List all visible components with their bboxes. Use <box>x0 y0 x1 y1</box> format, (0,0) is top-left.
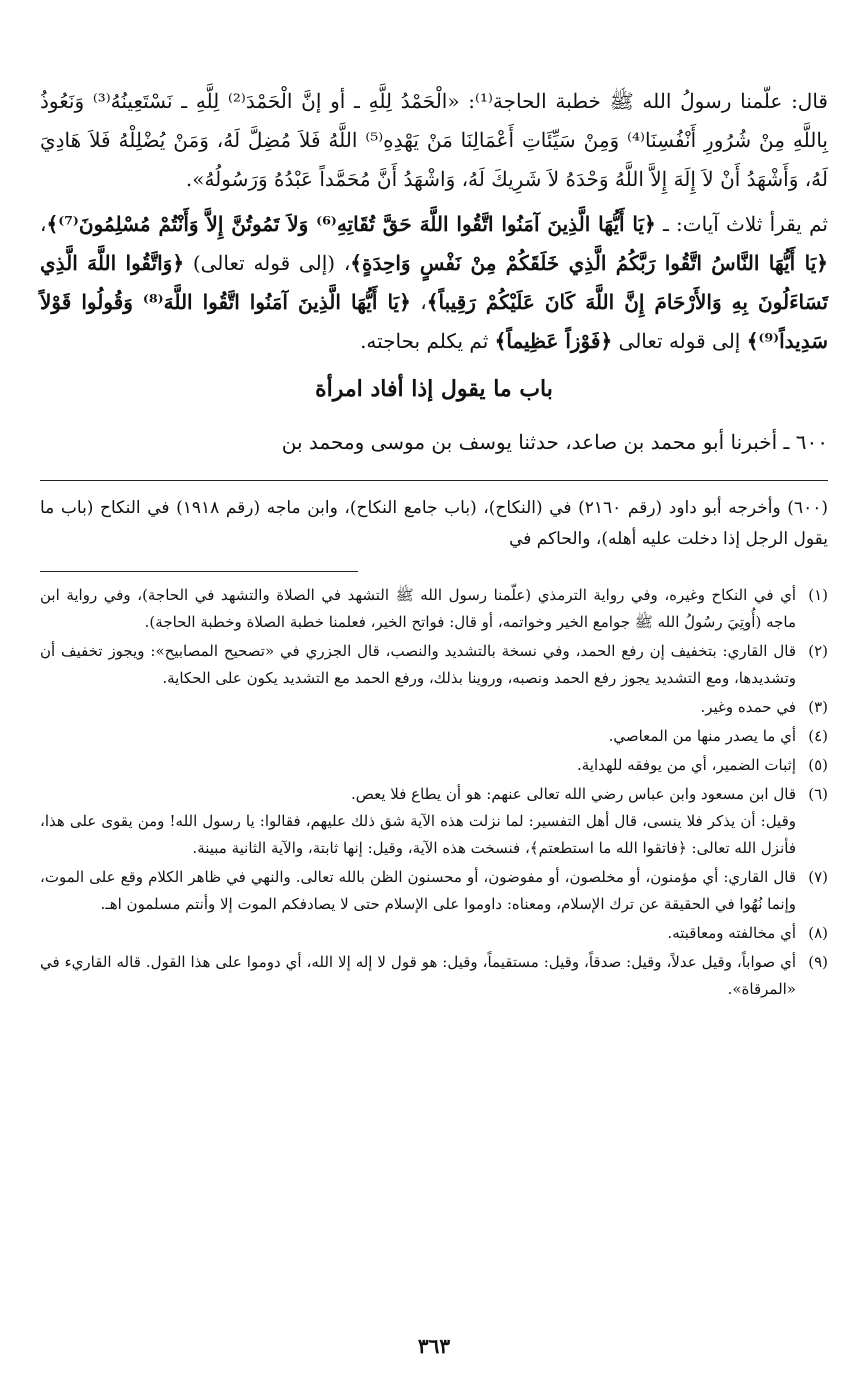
footnote-number: (١) <box>808 586 828 604</box>
footnote-text: أي مخالفته ومعاقبته. <box>667 924 796 942</box>
footnote-rule <box>40 571 358 572</box>
page-number: ٣٦٣ <box>417 1334 451 1358</box>
footnote-number: (٥) <box>808 756 828 774</box>
footnote-number: (٧) <box>808 868 828 886</box>
footnote-text: أي صواباً، وقيل عدلاً، وقيل: صدقاً، وقيل: مستقيماً، وقيل: هو قول لا إله إلا الله، أي دوموا على هذا القول. قاله القاريء في «المرقاة». <box>40 953 796 998</box>
text-run: ثم يكلم بحاجته. <box>360 329 495 353</box>
chapter-heading: باب ما يقول إذا أفاد امرأة <box>315 376 553 402</box>
footnote-number: (٤) <box>808 727 828 745</box>
footnote <box>40 752 828 779</box>
footnote-text: وقيل: أن يذكر فلا ينسى، قال أهل التفسير: لما نزلت هذه الآية شق ذلك عليهم، فقالوا: يا رسول الله! ومن يقوى على هذا، فأنزل الله تعالى: ﴿فاتقوا الله ما استطعتم﴾، فنسخت هذه الآية، وقيل: إنها ثابتة، والآية الثانية مبينة. <box>40 812 796 857</box>
footnote-text: قال القاري: بتخفيف إن رفع الحمد، وفي نسخة بالتشديد والنصب، قال الجزري في «تصحيح المصابيح»: ويجوز تخفيف أن وتشديدها، ومع التشديد يجوز رفع الحمد ونصبه، وروينا بذلك، ورفع الحمد مع التشديد يكون على الحكاية. <box>40 642 796 687</box>
footnote <box>40 949 828 1003</box>
footnote <box>40 638 828 692</box>
text-run: إلى قوله تعالى <box>612 329 747 353</box>
footnote-number: (٨) <box>808 924 828 942</box>
footnote <box>40 781 828 862</box>
footnote-number: (٣) <box>808 698 828 716</box>
takhrij-note <box>40 493 828 555</box>
footnote-text: أي في النكاح وغيره، وفي رواية الترمذي (علّمنا رسول الله ﷺ التشهد في الصلاة والتشهد في الحاجة)، وفي رواية ابن ماجه (أُوتِيَ رسُولُ الله ﷺ جوامع الخير وخواتمه، أو قال: فواتح الخير، فعلمنا خطبة الصلاة وخطبة الحاجة). <box>40 586 796 631</box>
footnote-text: في حمده وغير. <box>700 698 796 716</box>
footnote-number: (٦) <box>808 785 828 803</box>
text-run: ، <box>410 290 427 314</box>
main-text <box>40 82 828 462</box>
ayah-quote: ﴿يَا أَيُّهَا النَّاسُ اتَّقُوا رَبَّكُمُ الَّذِي خَلَقَكُمْ مِنْ نَفْسٍ وَاحِدَةٍ﴾ <box>350 251 828 275</box>
footnote <box>40 723 828 750</box>
ayah-quote: ﴿وَاتَّقُوا اللَّهَ الَّذِي تَسَاءَلُونَ بِهِ وَالأَرْحَامَ إِنَّ اللَّهَ كَانَ عَلَيْكُمْ رَقِيباً﴾ <box>40 251 829 314</box>
ayah-quote: ﴿فَوْزاً عَظِيماً﴾ <box>494 329 613 353</box>
ayah-quote: ﴿يَا أَيُّهَا الَّذِينَ آمَنُوا اتَّقُوا اللَّهَ حَقَّ تُقَاتِهِ⁽⁶⁾ وَلاَ تَمُوتُنَّ إِلاَّ وَأَنْتُمْ مُسْلِمُونَ⁽⁷⁾﴾ <box>46 212 656 236</box>
footnote <box>40 582 828 636</box>
footnote-text: قال ابن مسعود وابن عباس رضي الله تعالى عنهم: هو أن يطاع فلا يعص. <box>350 785 796 803</box>
hadith-600: ٦٠٠ ـ أخبرنا أبو محمد بن صاعد، حدثنا يوسف بن موسى ومحمد بن <box>281 430 828 454</box>
text-run: ثم يقرأ ثلاث آيات: ـ <box>655 212 828 236</box>
footnote-text: إثبات الضمير، أي من يوفقه للهداية. <box>576 756 796 774</box>
footnote <box>40 694 828 721</box>
footnote-text: أي ما يصدر منها من المعاصي. <box>608 727 796 745</box>
footnotes <box>40 582 828 1003</box>
separator-rule <box>40 480 828 481</box>
text-run: ، <box>40 212 47 236</box>
footnote <box>40 864 828 918</box>
text-run: ، (إلى قوله تعالى) <box>184 251 351 275</box>
paragraph-khutbah: قال: علّمنا رسولُ الله ﷺ خطبة الحاجة⁽¹⁾: «الْحَمْدُ لِلَّهِ ـ أو إنَّ الْحَمْدَ⁽²⁾ لِلَّهِ ـ نَسْتَعِينُهُ⁽³⁾ وَنَعُوذُ بِاللَّهِ مِنْ شُرُورِ أَنْفُسِنَا⁽⁴⁾ وَمِنْ سَيِّئَاتِ أَعْمَالِنَا مَنْ يَهْدِهِ⁽⁵⁾ اللَّهُ فَلاَ مُضِلَّ لَهُ، وَمَنْ يُضْلِلْهُ فَلاَ هَادِيَ لَهُ، وَأَشْهَدُ أَنْ لاَ إِلَهَ إِلاَّ اللَّهُ وَحْدَهُ لاَ شَرِيكَ لَهُ، وَاشْهَدُ أَنَّ مُحَمَّداً عَبْدُهُ وَرَسُولُهُ». <box>40 89 828 191</box>
ayah-quote: ﴿يَا أَيُّهَا الَّذِينَ آمَنُوا اتَّقُوا اللَّهَ⁽⁸⁾ وَقُولُوا قَوْلاً سَدِيداً⁽⁹⁾﴾ <box>40 290 828 353</box>
footnote-number: (٩) <box>808 953 828 971</box>
paragraph-ayat <box>40 205 828 361</box>
footnote-number: (٢) <box>808 642 828 660</box>
takhrij-text: (٦٠٠) وأخرجه أبو داود (رقم ٢١٦٠) في (النكاح)، (باب جامع النكاح)، وابن ماجه (رقم ١٩١٨) في النكاح (باب ما يقول الرجل إذا دخلت عليه أهله)، والحاكم في <box>40 498 828 549</box>
footnote-text: قال القاري: أي مؤمنون، أو مخلصون، أو مفوضون، أو محسنون الظن بالله تعالى. والنهي في ظاهر الكلام وقع على الموت، وإنما نُهُوا في الحقيقة عن ترك الإسلام، ومعناه: داوموا على الإسلام حتى لا يصادفكم الموت إلا وأنتم مسلمون اهـ. <box>40 868 796 913</box>
footnote <box>40 920 828 947</box>
